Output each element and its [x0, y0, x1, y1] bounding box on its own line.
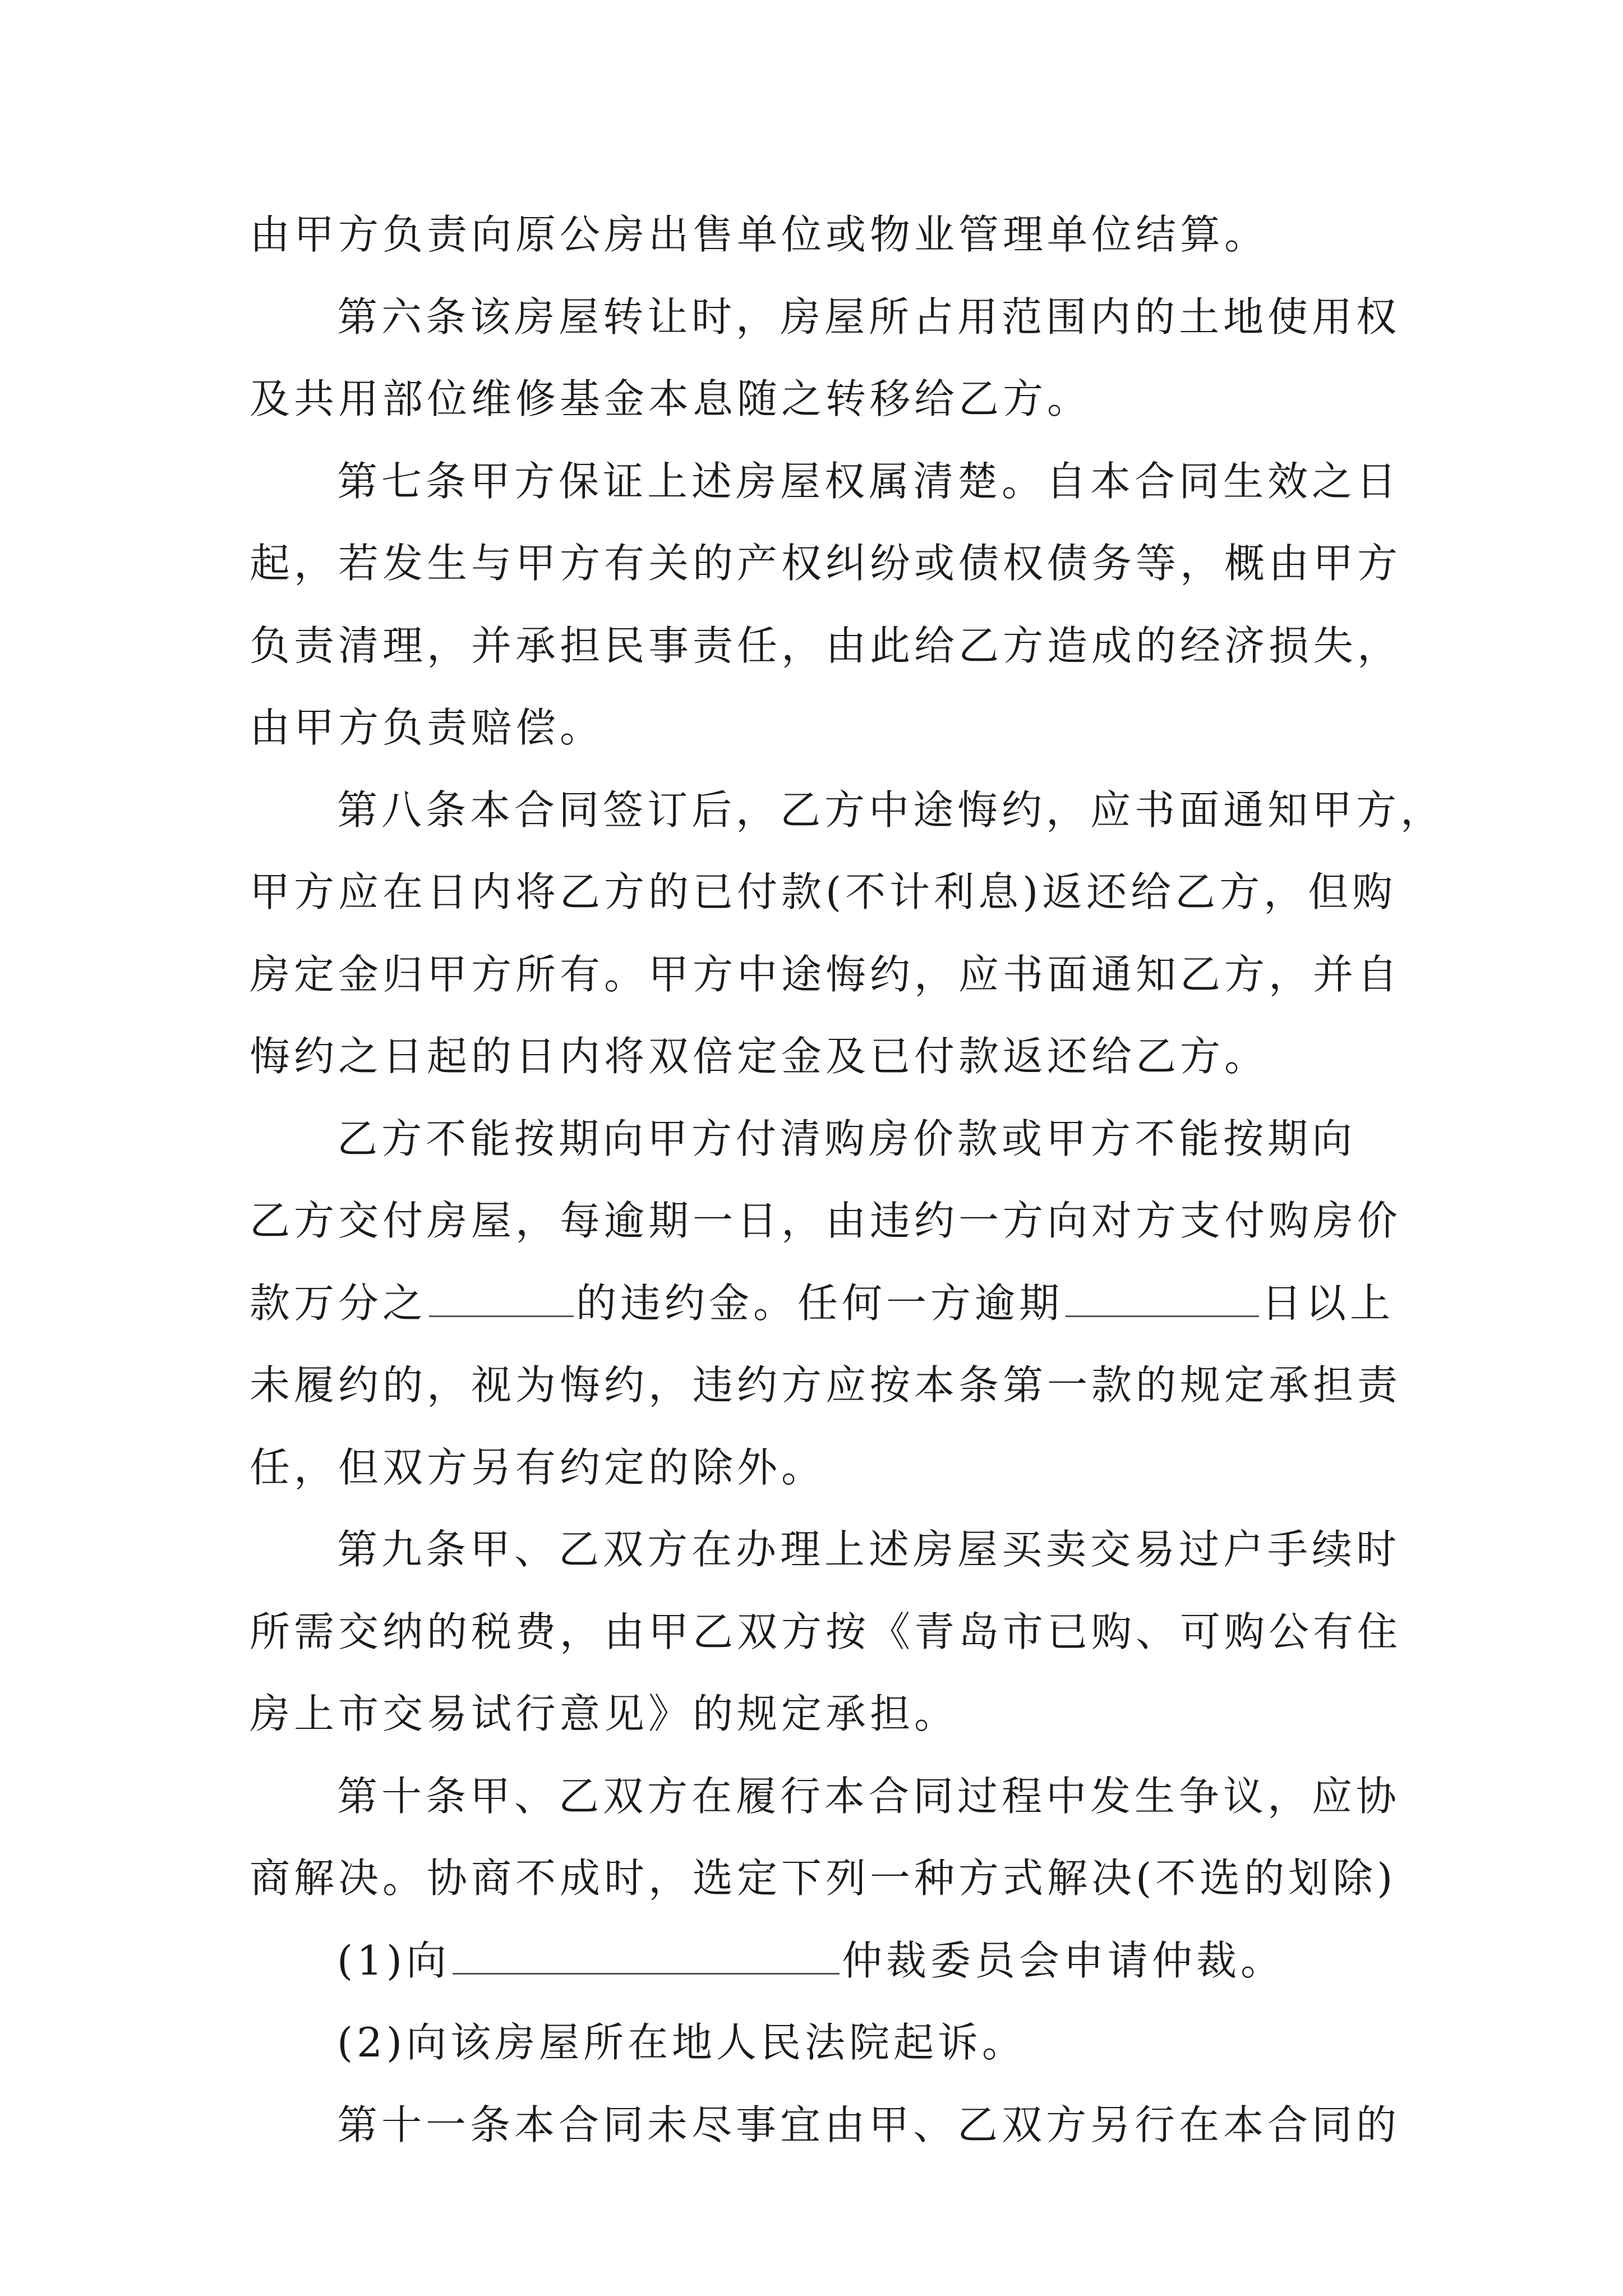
overdue-days-blank[interactable] — [1066, 1282, 1259, 1317]
text-line: 第九条甲、乙双方在办理上述房屋买卖交易过户手续时 — [337, 1526, 1401, 1573]
text-line: 房上市交易试行意见》的规定承担。 — [250, 1690, 959, 1737]
text-line: 第六条该房屋转让时，房屋所占用范围内的土地使用权 — [337, 293, 1401, 341]
arbitration-text-1: (1)向 — [337, 1936, 450, 1984]
penalty-rate-blank[interactable] — [429, 1282, 574, 1317]
text-line: 任，但双方另有约定的除外。 — [250, 1443, 826, 1491]
text-line: 商解决。协商不成时，选定下列一种方式解决(不选的划除) — [250, 1855, 1397, 1902]
penalty-text-3: 日以上 — [1261, 1279, 1395, 1327]
text-line: 第十一条本合同未尽事宜由甲、乙双方另行在本合同的 — [337, 2101, 1401, 2148]
text-line: 乙方交付房屋，每逾期一日，由违约一方向对方支付购房价 — [250, 1197, 1402, 1244]
text-line: 乙方不能按期向甲方付清购房价款或甲方不能按期向 — [337, 1115, 1357, 1162]
arbitration-line — [250, 1920, 1394, 2002]
text-line: 起，若发生与甲方有关的产权纠纷或债权债务等，概由甲方 — [250, 540, 1402, 587]
text-line: 第十条甲、乙双方在履行本合同过程中发生争议，应协 — [337, 1772, 1401, 1820]
text-line: 由甲方负责向原公房出售单位或物业管理单位结算。 — [250, 211, 1269, 258]
penalty-line — [250, 1262, 1394, 1345]
arbitration-committee-blank[interactable] — [453, 1939, 840, 1975]
text-line: 及共用部位维修基金本息随之转移给乙方。 — [250, 375, 1092, 422]
contract-text — [250, 194, 1445, 2166]
text-line: 第八条本合同签订后，乙方中途悔约，应书面通知甲方， — [337, 786, 1445, 834]
text-line: 由甲方负责赔偿。 — [250, 704, 605, 751]
text-line: (2)向该房屋所在地人民法院起诉。 — [337, 2019, 1026, 2066]
text-line: 甲方应在日内将乙方的已付款(不计利息)返还给乙方，但购 — [250, 868, 1397, 915]
text-line: 第七条甲方保证上述房屋权属清楚。自本合同生效之日 — [337, 457, 1401, 505]
text-line: 未履约的，视为悔约，违约方应按本条第一款的规定承担责 — [250, 1361, 1402, 1409]
penalty-text-2: 的违约金。任何一方逾期 — [576, 1279, 1064, 1327]
text-line: 悔约之日起的日内将双倍定金及已付款返还给乙方。 — [250, 1033, 1269, 1080]
text-line: 负责清理，并承担民事责任，由此给乙方造成的经济损失， — [250, 622, 1402, 669]
penalty-text-1: 款万分之 — [250, 1279, 427, 1327]
text-line: 房定金归甲方所有。甲方中途悔约，应书面通知乙方，并自 — [250, 950, 1402, 998]
arbitration-text-2: 仲裁委员会申请仲裁。 — [842, 1936, 1285, 1984]
text-line: 所需交纳的税费，由甲乙双方按《青岛市已购、可购公有住 — [250, 1608, 1402, 1655]
